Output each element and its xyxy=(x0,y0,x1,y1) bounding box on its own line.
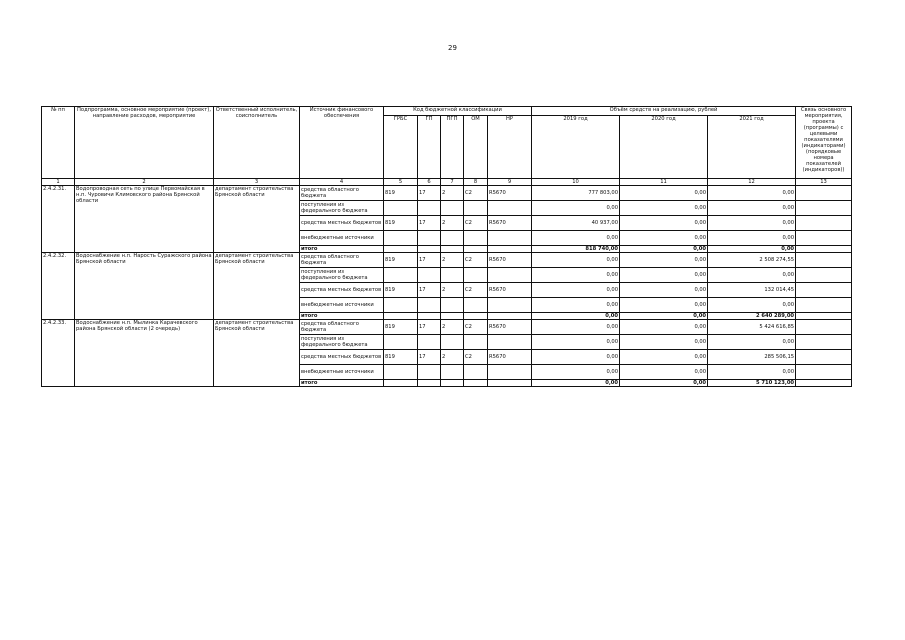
code-nr: R5670 xyxy=(488,216,532,231)
amount-2020: 0,00 xyxy=(620,268,708,283)
column-number: 2 xyxy=(75,179,214,186)
column-number-row xyxy=(42,179,852,186)
amount-2020: 0,00 xyxy=(620,231,708,246)
code-empty xyxy=(384,246,418,253)
indicator-link xyxy=(796,201,852,216)
funding-source: средства местных бюджетов xyxy=(300,283,384,298)
column-number: 5 xyxy=(384,179,418,186)
column-number: 7 xyxy=(441,179,464,186)
table-body xyxy=(42,186,852,387)
header-code-pgp: ПГП xyxy=(441,116,464,179)
amount-2021: 5 424 616,85 xyxy=(708,320,796,335)
code-om xyxy=(464,268,488,283)
indicator-link xyxy=(796,313,852,320)
amount-2021: 0,00 xyxy=(708,298,796,313)
amount-2019: 0,00 xyxy=(532,268,620,283)
indicator-link xyxy=(796,216,852,231)
amount-2021: 0,00 xyxy=(708,365,796,380)
indicator-link xyxy=(796,365,852,380)
code-empty xyxy=(418,246,441,253)
code-gp xyxy=(418,268,441,283)
table-row xyxy=(42,186,852,201)
amount-2021: 0,00 xyxy=(708,216,796,231)
amount-2019: 0,00 xyxy=(532,231,620,246)
code-om xyxy=(464,231,488,246)
code-nr xyxy=(488,365,532,380)
column-number: 3 xyxy=(214,179,300,186)
code-om xyxy=(464,335,488,350)
total-2021: 2 640 289,00 xyxy=(708,313,796,320)
header-code-grbs: ГРБС xyxy=(384,116,418,179)
header-budget-code: Код бюджетной классификации xyxy=(384,107,532,116)
code-pgp: 2 xyxy=(441,186,464,201)
indicator-link xyxy=(796,380,852,387)
amount-2021: 0,00 xyxy=(708,186,796,201)
code-pgp: 2 xyxy=(441,253,464,268)
amount-2020: 0,00 xyxy=(620,186,708,201)
code-grbs: 819 xyxy=(384,283,418,298)
code-pgp: 2 xyxy=(441,350,464,365)
indicator-link xyxy=(796,320,852,335)
code-empty xyxy=(488,313,532,320)
code-nr: R5670 xyxy=(488,283,532,298)
funding-source: внебюджетные источники xyxy=(300,231,384,246)
amount-2019: 0,00 xyxy=(532,253,620,268)
row-number: 2.4.2.31. xyxy=(42,186,75,253)
total-2019: 0,00 xyxy=(532,380,620,387)
amount-2021: 2 508 274,55 xyxy=(708,253,796,268)
indicator-link xyxy=(796,335,852,350)
code-gp xyxy=(418,201,441,216)
amount-2019: 777 803,00 xyxy=(532,186,620,201)
amount-2021: 0,00 xyxy=(708,201,796,216)
column-number: 13 xyxy=(796,179,852,186)
responsible-executor: департамент строительства Брянской области xyxy=(214,186,300,253)
code-nr: R5670 xyxy=(488,350,532,365)
budget-table xyxy=(41,106,852,387)
code-om: С2 xyxy=(464,253,488,268)
header-subprogram: Подпрограмма, основное мероприятие (проект), направление расходов, мероприятие xyxy=(75,107,214,179)
code-gp: 17 xyxy=(418,283,441,298)
code-empty xyxy=(464,313,488,320)
amount-2019: 0,00 xyxy=(532,298,620,313)
code-grbs xyxy=(384,231,418,246)
amount-2019: 0,00 xyxy=(532,320,620,335)
amount-2021: 132 014,45 xyxy=(708,283,796,298)
header-source: Источник финансового обеспечения xyxy=(300,107,384,179)
column-number: 12 xyxy=(708,179,796,186)
code-nr: R5670 xyxy=(488,253,532,268)
code-om: С2 xyxy=(464,320,488,335)
header-code-nr: НР xyxy=(488,116,532,179)
indicator-link xyxy=(796,231,852,246)
column-number: 8 xyxy=(464,179,488,186)
code-nr xyxy=(488,231,532,246)
code-grbs: 819 xyxy=(384,320,418,335)
column-number: 9 xyxy=(488,179,532,186)
code-gp: 17 xyxy=(418,186,441,201)
table-header xyxy=(42,107,852,186)
code-grbs: 819 xyxy=(384,350,418,365)
indicator-link xyxy=(796,350,852,365)
code-grbs xyxy=(384,298,418,313)
code-nr: R5670 xyxy=(488,186,532,201)
code-empty xyxy=(464,380,488,387)
code-gp xyxy=(418,231,441,246)
funding-source-total: итого xyxy=(300,380,384,387)
header-volume: Объём средств на реализацию, рублей xyxy=(532,107,796,116)
header-year-2019: 2019 год xyxy=(532,116,620,179)
code-grbs xyxy=(384,335,418,350)
total-2020: 0,00 xyxy=(620,313,708,320)
funding-source: поступления из федерального бюджета xyxy=(300,335,384,350)
amount-2021: 285 506,15 xyxy=(708,350,796,365)
header-year-2020: 2020 год xyxy=(620,116,708,179)
total-2020: 0,00 xyxy=(620,246,708,253)
code-gp: 17 xyxy=(418,253,441,268)
amount-2021: 0,00 xyxy=(708,268,796,283)
code-nr xyxy=(488,298,532,313)
amount-2019: 40 937,00 xyxy=(532,216,620,231)
indicator-link xyxy=(796,283,852,298)
responsible-executor: департамент строительства Брянской области xyxy=(214,320,300,387)
funding-source: средства областного бюджета xyxy=(300,186,384,201)
table-row xyxy=(42,320,852,335)
header-no: № пп xyxy=(42,107,75,179)
code-pgp xyxy=(441,231,464,246)
amount-2020: 0,00 xyxy=(620,201,708,216)
code-gp xyxy=(418,335,441,350)
column-number: 1 xyxy=(42,179,75,186)
amount-2019: 0,00 xyxy=(532,335,620,350)
funding-source: средства областного бюджета xyxy=(300,253,384,268)
amount-2019: 0,00 xyxy=(532,350,620,365)
column-number: 10 xyxy=(532,179,620,186)
total-2019: 0,00 xyxy=(532,313,620,320)
code-grbs: 819 xyxy=(384,216,418,231)
code-empty xyxy=(384,313,418,320)
row-number: 2.4.2.33. xyxy=(42,320,75,387)
code-grbs: 819 xyxy=(384,186,418,201)
amount-2020: 0,00 xyxy=(620,216,708,231)
code-nr: R5670 xyxy=(488,320,532,335)
funding-source-total: итого xyxy=(300,246,384,253)
code-gp xyxy=(418,298,441,313)
amount-2020: 0,00 xyxy=(620,320,708,335)
code-grbs: 819 xyxy=(384,253,418,268)
code-om: С2 xyxy=(464,283,488,298)
amount-2019: 0,00 xyxy=(532,201,620,216)
code-empty xyxy=(441,313,464,320)
indicator-link xyxy=(796,246,852,253)
funding-source: внебюджетные источники xyxy=(300,298,384,313)
funding-source: средства местных бюджетов xyxy=(300,350,384,365)
header-responsible: Ответственный исполнитель, соисполнитель xyxy=(214,107,300,179)
code-gp: 17 xyxy=(418,320,441,335)
funding-source: поступления из федерального бюджета xyxy=(300,201,384,216)
header-code-gp: ГП xyxy=(418,116,441,179)
amount-2020: 0,00 xyxy=(620,253,708,268)
amount-2020: 0,00 xyxy=(620,283,708,298)
code-pgp: 2 xyxy=(441,320,464,335)
indicator-link xyxy=(796,298,852,313)
row-number: 2.4.2.32. xyxy=(42,253,75,320)
code-gp: 17 xyxy=(418,350,441,365)
total-2019: 818 740,00 xyxy=(532,246,620,253)
code-pgp xyxy=(441,268,464,283)
amount-2020: 0,00 xyxy=(620,365,708,380)
amount-2021: 0,00 xyxy=(708,231,796,246)
code-nr xyxy=(488,201,532,216)
total-2021: 0,00 xyxy=(708,246,796,253)
code-empty xyxy=(488,246,532,253)
funding-source: поступления из федерального бюджета xyxy=(300,268,384,283)
total-2020: 0,00 xyxy=(620,380,708,387)
funding-source-total: итого xyxy=(300,313,384,320)
code-om: С2 xyxy=(464,216,488,231)
code-nr xyxy=(488,268,532,283)
code-pgp xyxy=(441,298,464,313)
indicator-link xyxy=(796,268,852,283)
code-grbs xyxy=(384,365,418,380)
code-pgp xyxy=(441,365,464,380)
code-om: С2 xyxy=(464,350,488,365)
code-om xyxy=(464,298,488,313)
code-empty xyxy=(418,313,441,320)
table-row xyxy=(42,253,852,268)
activity-name: Водопроводная сеть по улице Первомайская в н.п. Чуровичи Климовского района Брянской области xyxy=(75,186,214,253)
code-nr xyxy=(488,335,532,350)
code-empty xyxy=(488,380,532,387)
code-grbs xyxy=(384,201,418,216)
responsible-executor: департамент строительства Брянской области xyxy=(214,253,300,320)
code-gp xyxy=(418,365,441,380)
header-code-om: ОМ xyxy=(464,116,488,179)
code-empty xyxy=(418,380,441,387)
code-om xyxy=(464,365,488,380)
activity-name: Водоснабжение н.п. Мылинка Карачевского района Брянской области (2 очередь) xyxy=(75,320,214,387)
funding-source: внебюджетные источники xyxy=(300,365,384,380)
activity-name: Водоснабжение н.п. Нарость Суражского района Брянской области xyxy=(75,253,214,320)
amount-2020: 0,00 xyxy=(620,335,708,350)
code-grbs xyxy=(384,268,418,283)
header-link: Связь основного мероприятия, проекта (программы) с целевыми показателями (индикаторами) (порядковые номера показателей (индикаторов)) xyxy=(796,107,852,179)
indicator-link xyxy=(796,186,852,201)
code-empty xyxy=(464,246,488,253)
code-pgp xyxy=(441,335,464,350)
funding-source: средства местных бюджетов xyxy=(300,216,384,231)
code-om: С2 xyxy=(464,186,488,201)
code-gp: 17 xyxy=(418,216,441,231)
amount-2019: 0,00 xyxy=(532,365,620,380)
amount-2020: 0,00 xyxy=(620,298,708,313)
amount-2019: 0,00 xyxy=(532,283,620,298)
code-empty xyxy=(384,380,418,387)
code-pgp: 2 xyxy=(441,283,464,298)
page-number: 29 xyxy=(448,44,457,52)
funding-source: средства областного бюджета xyxy=(300,320,384,335)
code-empty xyxy=(441,246,464,253)
column-number: 4 xyxy=(300,179,384,186)
column-number: 11 xyxy=(620,179,708,186)
indicator-link xyxy=(796,253,852,268)
code-om xyxy=(464,201,488,216)
amount-2021: 0,00 xyxy=(708,335,796,350)
header-year-2021: 2021 год xyxy=(708,116,796,179)
amount-2020: 0,00 xyxy=(620,350,708,365)
total-2021: 5 710 123,00 xyxy=(708,380,796,387)
column-number: 6 xyxy=(418,179,441,186)
code-pgp xyxy=(441,201,464,216)
code-pgp: 2 xyxy=(441,216,464,231)
code-empty xyxy=(441,380,464,387)
